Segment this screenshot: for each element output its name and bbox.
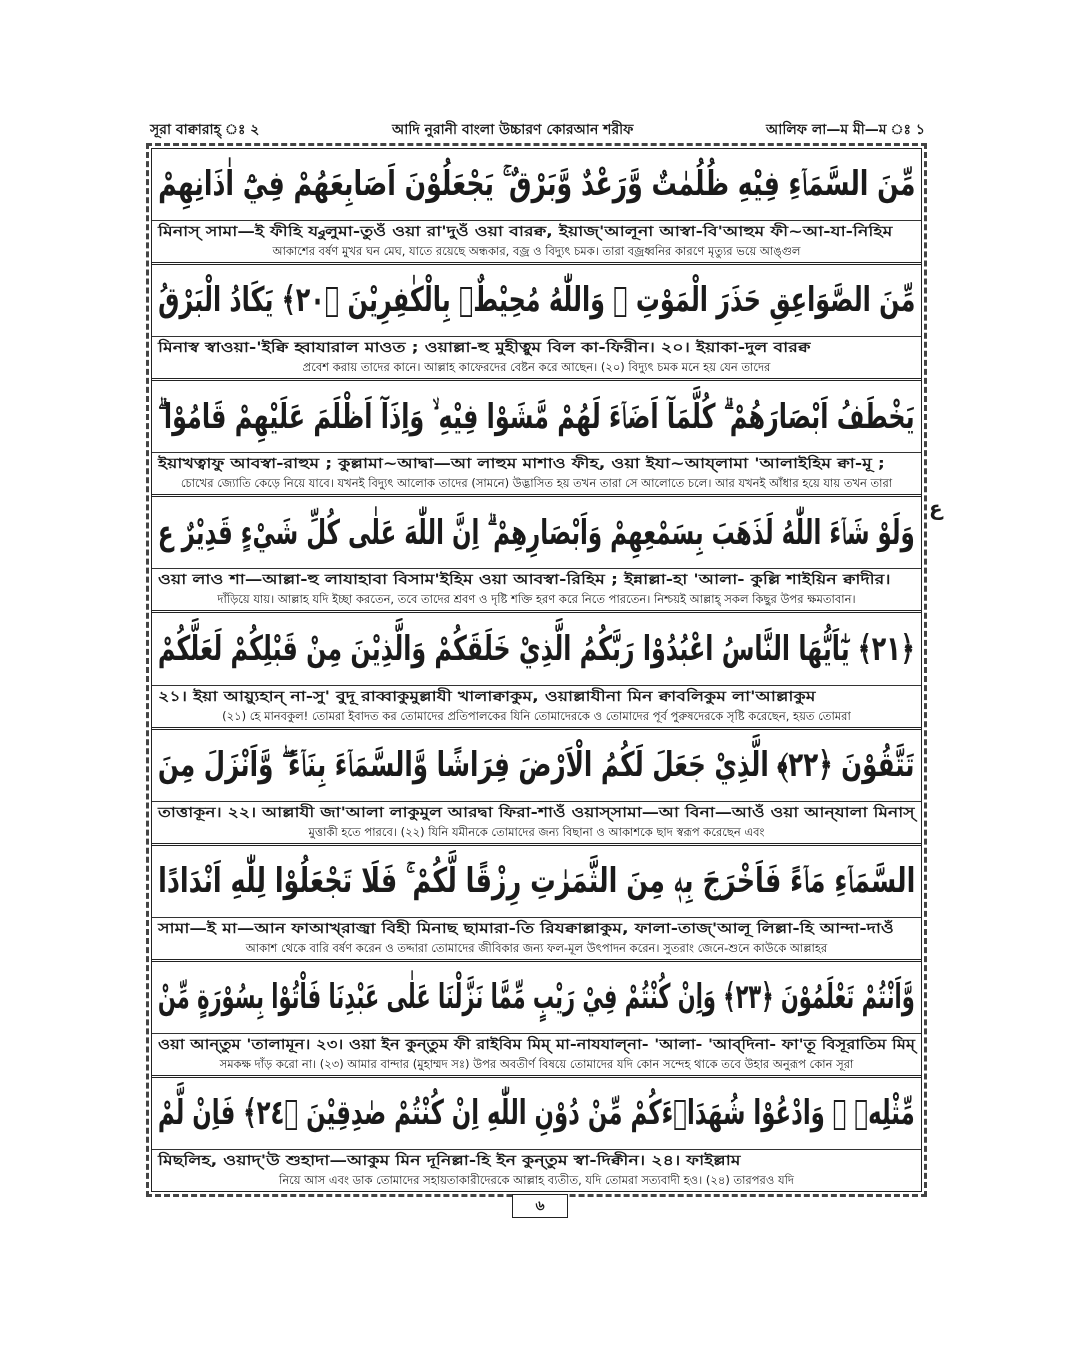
translation-text: দাঁড়িয়ে যায়। আল্লাহ যদি ইচ্ছা করতেন, তবে তাদের শ্রবণ ও দৃষ্টি শক্তি হরণ করে নিতে পারতেন। নিশ্চয়ই আল্লাহ্ সকল কিছুর উপর ক্ষমতাবান।	[217, 592, 856, 607]
verse-block	[152, 962, 921, 1078]
transliteration-line	[152, 569, 921, 591]
transliteration-line	[152, 337, 921, 359]
verse-block	[152, 846, 921, 962]
arabic-verse-line	[152, 730, 921, 802]
verse-block	[152, 149, 921, 265]
arabic-verse-line	[152, 149, 921, 221]
transliteration-line	[152, 918, 921, 940]
transliteration-text: ওয়া লাও শা—আল্লা-হু লাযাহাবা বিসাম'ইহিম ওয়া আবস্বা-রিহিম ; ইন্নাল্লা-হা 'আলা- কুল্লি শাইয়িন ক্বাদীর।	[158, 572, 891, 589]
arabic-text: وَلَوْ شَاۤءَ اللّٰهُ لَذَهَبَ بِسَمْعِهِمْ وَاَبْصَارِهِمْ ۗ اِنَّ اللّٰهَ عَلٰى كُلِّ شَيْءٍ قَدِيْرٌ ع	[158, 512, 915, 553]
translation-line	[152, 1172, 921, 1191]
verse-block	[152, 497, 921, 613]
arabic-text: مِّثْلِهٖ ۖ وَادْعُوْا شُهَدَاۤءَكُمْ مِّنْ دُوْنِ اللّٰهِ اِنْ كُنْتُمْ صٰدِقِيْنَ ﴿٢٤﴾ فَاِنْ لَّمْ	[158, 1093, 916, 1134]
arabic-text: السَّمَاۤءِ مَاۤءً فَاَخْرَجَ بِهٖ مِنَ الثَّمَرٰتِ رِزْقًا لَّكُمْ ۚ فَلَا تَجْعَلُوْا لِلّٰهِ اَنْدَادًا	[157, 861, 915, 902]
arabic-verse-line	[152, 1078, 921, 1150]
verse-block	[152, 265, 921, 381]
section-title: আলিফ লা—ম মী—ম ঃ ১	[766, 122, 925, 138]
transliteration-line	[152, 686, 921, 708]
arabic-text: ﴿٢١﴾ يٰٓاَيُّهَا النَّاسُ اعْبُدُوْا رَبَّكُمُ الَّذِيْ خَلَقَكُمْ وَالَّذِيْنَ مِنْ قَبْلِكُمْ لَعَلَّكُمْ	[158, 628, 915, 669]
translation-text: (২১) হে মানবকুল! তোমরা ইবাদত কর তোমাদের প্রতিপালকের যিনি তোমাদেরকে ও তোমাদের পূর্ব পুরুষদেরকে সৃষ্টি করেছেন, হয়ত তোমরা	[222, 708, 851, 723]
arabic-verse-line	[152, 613, 921, 685]
transliteration-line	[152, 453, 921, 475]
translation-text: নিয়ে আস এবং ডাক তোমাদের সহায়তাকারীদেরকে আল্লাহ ব্যতীত, যদি তোমরা সত্যবাদী হও। (২৪) তারপরও যদি	[279, 1172, 794, 1187]
arabic-text: مِّنَ الصَّوَاعِقِ حَذَرَ الْمَوْتِ ۗ وَاللّٰهُ مُحِيْطٌۢ بِالْكٰفِرِيْنَ ﴿٢٠﴾ يَكَادُ الْبَرْقُ	[157, 280, 915, 321]
arabic-verse-line	[152, 381, 921, 453]
transliteration-text: ওয়া আন্‌তুম 'তালামূন। ২৩। ওয়া ইন কুন্‌তুম ফী রাইবিম মিম্ মা-নাযযাল্‌না- 'আলা- 'আব্‌দিনা- ফা'তূ বিসূরাতিম মিম্	[158, 1036, 915, 1053]
transliteration-text: ইয়াখত্বাফু আবস্বা-রাহুম ; কুল্লামা~আদ্বা—আ লাহুম মাশাও ফীহ, ওয়া ইযা~আয্লামা 'আলাইহিম ক্বা-মূ ;	[158, 456, 885, 473]
translation-line	[152, 1056, 921, 1075]
transliteration-line	[152, 1150, 921, 1172]
verse-block	[152, 613, 921, 729]
translation-line	[152, 243, 921, 262]
arabic-text: مِّنَ السَّمَاۤءِ فِيْهِ ظُلُمٰتٌ وَّرَعْدٌ وَّبَرْقٌ ۚ يَجْعَلُوْنَ اَصَابِعَهُمْ فِيْٓ اٰذَانِهِمْ	[157, 164, 915, 205]
transliteration-text: সামা—ই মা—আন ফাআখ্‌রাজ্বা বিহী মিনাছ ছামারা-তি রিযক্বাল্লাকুম, ফালা-তাজ্'আলূ লিল্লা-হি আন্দা-দাওঁ	[158, 920, 894, 937]
arabic-text: وَّاَنْتُمْ تَعْلَمُوْنَ ﴿٢٣﴾ وَاِنْ كُنْتُمْ فِيْ رَيْبٍ مِّمَّا نَزَّلْنَا عَلٰى عَبْدِنَا فَاْتُوْا بِسُوْرَةٍ مِّنْ	[158, 977, 915, 1018]
transliteration-text: মিনাস্ সামা—ই ফীহি য্বুলুমা-তুওঁ ওয়া রা'দুওঁ ওয়া বারক্ব, ইয়াজ্'আলূনা আস্বা-বি'আহুম ফী~আ-যা-নিহিম	[158, 224, 893, 241]
arabic-verse-line	[152, 497, 921, 569]
surah-name: সূরা বাক্বারাহ্ ঃ ২	[150, 122, 260, 138]
arabic-verse-line	[152, 846, 921, 918]
translation-line	[152, 591, 921, 610]
translation-line	[152, 475, 921, 494]
arabic-verse-line	[152, 265, 921, 337]
transliteration-text: তাত্তাকূন। ২২। আল্লাযী জা'আলা লাকুমুল আরদ্বা ফিরা-শাওঁ ওয়াস্‌সামা—আ বিনা—আওঁ ওয়া আন্‌যালা মিনাস্	[158, 804, 915, 821]
translation-text: আকাশের বর্ষণ মুখর ঘন মেঘ, যাতে রয়েছে অন্ধকার, বজ্র ও বিদ্যুৎ চমক। তারা বজ্রধ্বনির কারণে মৃত্যুর ভয়ে আঙ্গুল	[272, 244, 801, 259]
translation-line	[152, 940, 921, 959]
arabic-verse-line	[152, 962, 921, 1034]
page-frame	[151, 148, 922, 1192]
arabic-text: تَتَّقُوْنَ ﴿٢٢﴾ الَّذِيْ جَعَلَ لَكُمُ الْاَرْضَ فِرَاشًا وَّالسَّمَاۤءَ بِنَاۤءً ۖ وَّاَنْزَلَ مِنَ	[158, 744, 915, 785]
translation-text: মুত্তাকী হতে পারবে। (২২) যিনি যমীনকে তোমাদের জন্য বিছানা ও আকাশকে ছাদ স্বরূপ করেছেন এবং	[308, 824, 765, 839]
page-header	[150, 118, 925, 142]
transliteration-line	[152, 221, 921, 243]
translation-text: চোখের জ্যোতি কেড়ে নিয়ে যাবে। যখনই বিদ্যুৎ আলোক তাদের (সামনে) উদ্ভাসিত হয় তখন তারা সে আলোতে চলে। আর যখনই আঁধার হয়ে যায় তখন তারা	[180, 476, 893, 491]
transliteration-line	[152, 1034, 921, 1056]
verse-block	[152, 1078, 921, 1191]
arabic-text: يَخْطَفُ اَبْصَارَهُمْ ۗ كُلَّمَآ اَضَاۤءَ لَهُمْ مَّشَوْا فِيْهِ ۙ وَاِذَآ اَظْلَمَ عَلَيْهِمْ قَامُوْا ۗ	[158, 396, 915, 437]
translation-text: আকাশ থেকে বারি বর্ষণ করেন ও তদ্দারা তোমাদের জীবিকার জন্য ফল-মূল উৎপাদন করেন। সুতরাং জেনে-শুনে কাউকে আল্লাহর	[245, 940, 828, 955]
translation-line	[152, 708, 921, 727]
transliteration-text: মিছলিহ, ওয়াদ্'উ শুহাদা—আকুম মিন দূনিল্লা-হি ইন কুন্‌তুম স্বা-দিক্বীন। ২৪। ফাইল্লাম	[158, 1152, 741, 1169]
verse-block	[152, 730, 921, 846]
transliteration-text: ২১। ইয়া আয়্যুহান্ না-সু' বুদূ রাব্বাকুমুল্লাযী খালাক্বাকুম, ওয়াল্লাযীনা মিন ক্বাবলিকুম লা'আল্লাকুম	[158, 688, 816, 705]
translation-line	[152, 824, 921, 843]
book-title: আদি নুরানী বাংলা উচ্চারণ কোরআন শরীফ	[391, 122, 634, 138]
translation-line	[152, 359, 921, 378]
ruku-margin-mark: ع	[929, 496, 943, 520]
translation-text: প্রবেশ করায় তাদের কানে। আল্লাহ কাফেরদের বেষ্টন করে আছেন। (২০) বিদ্যুৎ চমক মনে হয় যেন তাদের	[302, 360, 771, 375]
translation-text: সমকক্ষ দাঁড় করো না। (২৩) আমার বান্দার (মুহাম্মদ সঃ) উপর অবতীর্ণ বিষয়ে তোমাদের যদি কোন সন্দেহ থাকে তবে উহার অনুরূপ কোন সূরা	[219, 1056, 854, 1071]
transliteration-text: মিনাস্ব স্বাওয়া-'ইক্বি হ্বাযারাল মাওত ; ওয়াল্লা-হু মুহীত্বুম বিল কা-ফিরীন। ২০। ইয়াকা-দুল বারক্ব	[158, 340, 811, 357]
transliteration-line	[152, 802, 921, 824]
page-number: ৬	[512, 1194, 568, 1218]
verse-block	[152, 381, 921, 497]
